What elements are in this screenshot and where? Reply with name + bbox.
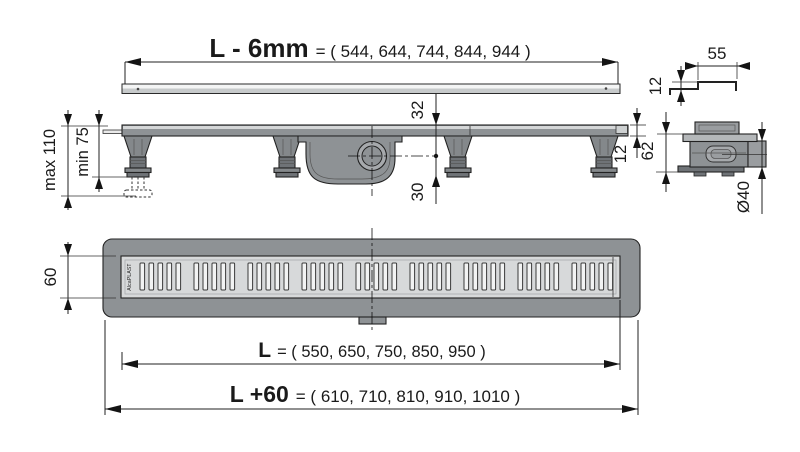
grate-slot (392, 263, 397, 290)
adjustable-foot-extension (124, 177, 152, 197)
grate-slot (176, 263, 181, 290)
screw-hole-left (137, 88, 140, 91)
grate-slot (257, 263, 262, 290)
grate-slot (419, 263, 424, 290)
grate-slot (437, 263, 442, 290)
dim-min-height (74, 110, 134, 192)
grate-slot (365, 263, 370, 290)
grate-slot (194, 263, 199, 290)
grate-slot (320, 263, 325, 290)
dim-total-length (105, 320, 638, 415)
grate-slot (581, 263, 586, 290)
dim-label-insert-length: L = ( 550, 650, 750, 850, 950 ) (258, 339, 486, 362)
grate-slot (221, 263, 226, 290)
dim-label-total-length: L +60 = ( 610, 710, 810, 910, 1010 ) (229, 381, 521, 407)
dim-label-profile-width: 55 (707, 44, 727, 63)
grate-slot (383, 263, 388, 290)
grate-slot (473, 263, 478, 290)
grate-slot (482, 263, 487, 290)
cover-profile-section (647, 44, 750, 106)
grate-slot (518, 263, 523, 290)
grate-slot (491, 263, 496, 290)
grate-slot (149, 263, 154, 290)
cover-edge-protrusion (103, 130, 122, 134)
grate-slot (428, 263, 433, 290)
grate-slot (311, 263, 316, 290)
dim-label-edge-height: 12 (612, 144, 630, 164)
grate-slot (266, 263, 271, 290)
dim-label-profile-height: 12 (647, 76, 665, 96)
brand-logo: AlcaPLAST (127, 263, 133, 291)
grate-slot (446, 263, 451, 290)
dim-label-body-height: 62 (638, 141, 657, 161)
grate-slot (212, 263, 217, 290)
grate-slot (356, 263, 361, 290)
grate-slot (590, 263, 595, 290)
dim-label-min-height: min 75 (74, 127, 92, 177)
dim-label-max-height: max 110 (41, 128, 59, 192)
channel-side-view (103, 125, 628, 197)
grate-slot (599, 263, 604, 290)
outlet-pipe (748, 141, 766, 167)
channel-plan-view (103, 228, 640, 333)
dim-label-pipe-diameter: Ø40 (734, 180, 753, 214)
grate-slot (167, 263, 172, 290)
grate-slot (230, 263, 235, 290)
grate-slot (464, 263, 469, 290)
grate-slot (203, 263, 208, 290)
channel-end-view (678, 122, 767, 176)
grate-slot (338, 263, 343, 290)
dim-label-cover-gap: 32 (408, 100, 427, 120)
dim-label-grate-width: 60 (41, 267, 60, 287)
grate-slot (248, 263, 253, 290)
dim-cover-gap (408, 94, 440, 204)
grate-slot (302, 263, 307, 290)
grate-slot (140, 263, 145, 290)
screw-hole-right (605, 87, 608, 90)
dim-cover-length (125, 33, 618, 84)
outlet-tab (359, 317, 386, 324)
cover-strip-view (122, 84, 620, 94)
grate-slot (554, 263, 559, 290)
dim-label-cover-length: L - 6mm = ( 544, 644, 744, 844, 944 ) (209, 33, 531, 63)
grate-slot (284, 263, 289, 290)
grate-slot (329, 263, 334, 290)
dim-label-outlet-height: 30 (408, 182, 427, 202)
grate-slot (410, 263, 415, 290)
grate-slot (572, 263, 577, 290)
grate-slot (608, 263, 613, 290)
grate-slot (545, 263, 550, 290)
grate-slot (374, 263, 379, 290)
grate-slot (536, 263, 541, 290)
grate-slot (158, 263, 163, 290)
dim-body-height (638, 112, 686, 192)
grate-slot (500, 263, 505, 290)
siphon-sump (298, 136, 402, 184)
grate-slot (275, 263, 280, 290)
grate-slot (527, 263, 532, 290)
